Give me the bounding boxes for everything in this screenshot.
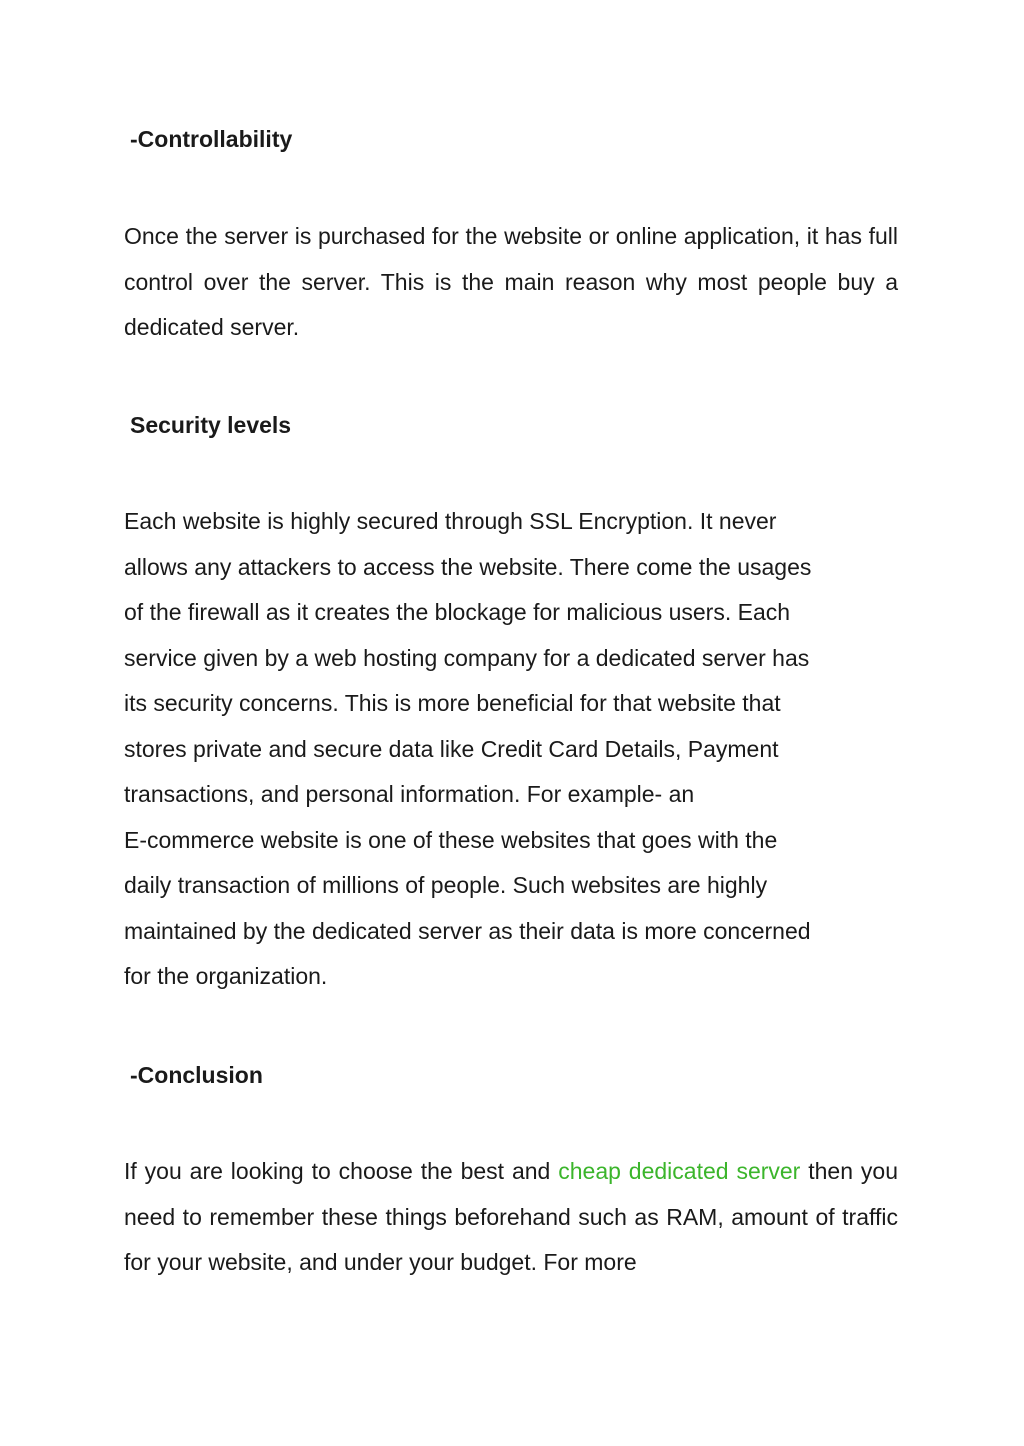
security-line: of the firewall as it creates the blockage for malicious users. Each [124, 599, 791, 625]
security-line: maintained by the dedicated server as their data is more concerned [124, 917, 811, 944]
cheap-dedicated-server-link[interactable]: cheap dedicated server [558, 1158, 801, 1184]
security-line: service given by a web hosting company for a dedicated server has [124, 644, 810, 671]
conclusion-text-start: If you are looking to choose the best and [124, 1158, 559, 1184]
heading-security-levels: Security levels [130, 412, 292, 438]
heading-controllability: -Controllability [130, 126, 293, 152]
security-line: Each website is highly secured through SSL Encryption. It never [124, 508, 777, 534]
security-line: its security concerns. This is more beneficial for that website that [124, 690, 781, 716]
paragraph-controllability: Once the server is purchased for the website or online application, it has full control over the server. This is the main reason why most people buy a dedicated server. [124, 223, 898, 340]
security-line: transactions, and personal information. For example- an [124, 781, 695, 807]
conclusion-text-end: then you need to remember these things beforehand such as RAM, amount of traffic for your website, and under your budget. For more [124, 1158, 898, 1275]
security-line: stores private and secure data like Credit Card Details, Payment [124, 735, 779, 762]
paragraph-security [124, 499, 898, 1000]
security-line: for the organization. [124, 963, 328, 989]
security-line: E-commerce website is one of these websites that goes with the [124, 826, 778, 853]
paragraph-conclusion [124, 1149, 898, 1286]
heading-conclusion: -Conclusion [130, 1062, 263, 1088]
security-line: allows any attackers to access the website. There come the usages [124, 553, 812, 580]
security-line: daily transaction of millions of people. Such websites are highly [124, 872, 768, 898]
